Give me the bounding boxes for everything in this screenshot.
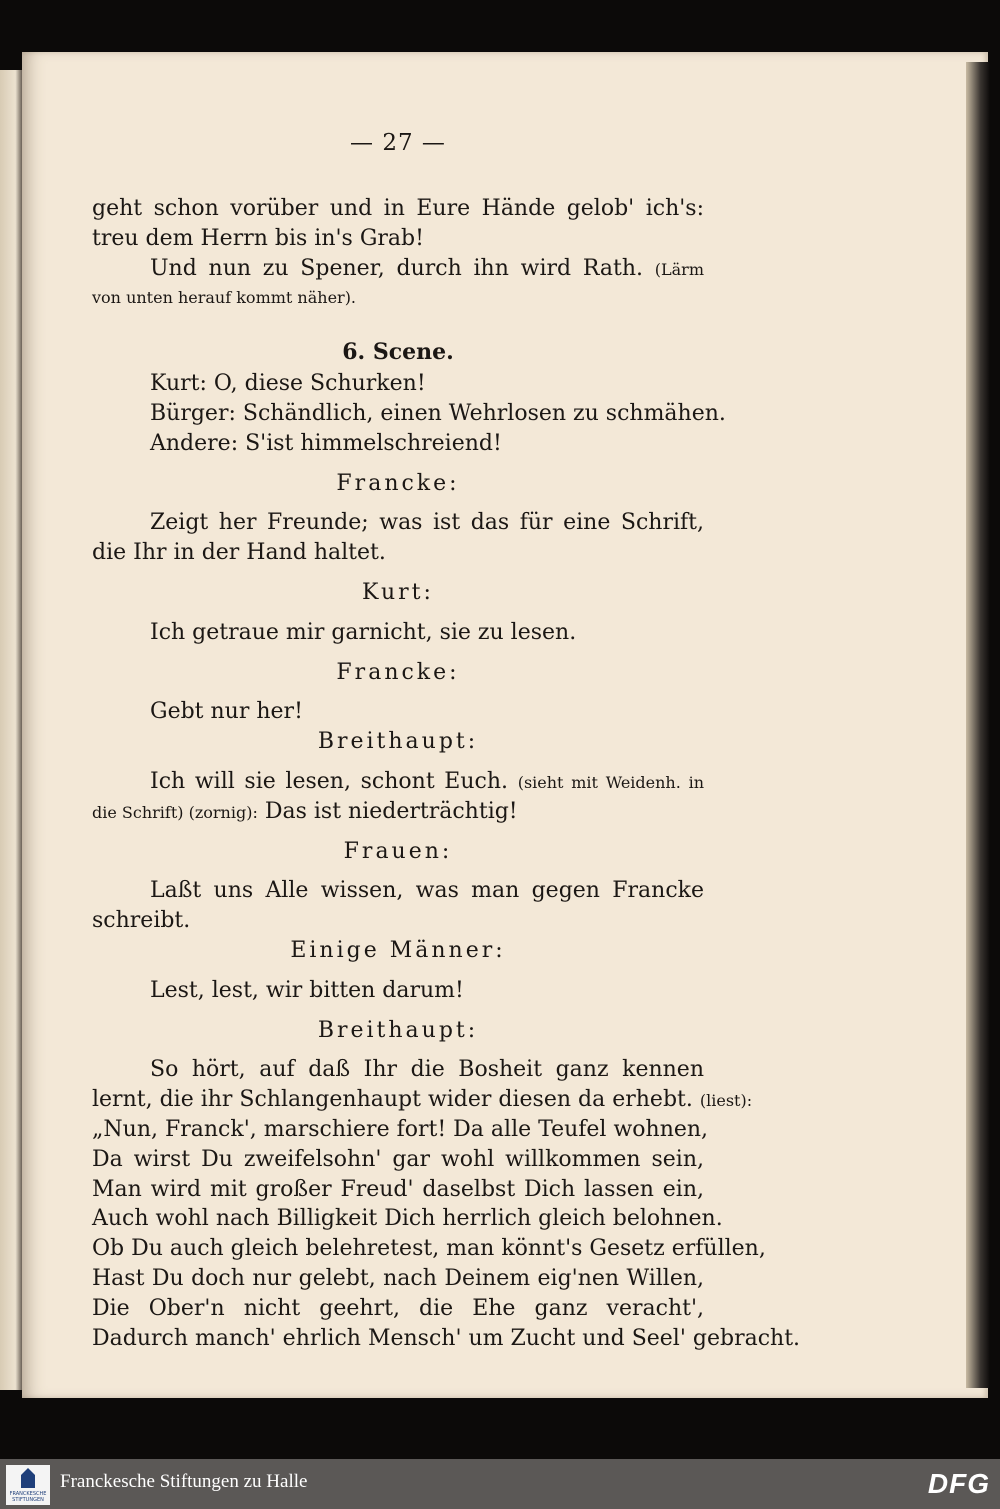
speaker-name: Francke: [336, 470, 460, 496]
poem-line: Man wird mit großer Freud' daselbst Dich lassen ein, [92, 1176, 704, 1202]
poem-line: Auch wohl nach Billigkeit Dich herrlich gleich belohnen. [92, 1206, 723, 1232]
franckesche-logo[interactable] [6, 1465, 50, 1505]
text-line [92, 254, 704, 284]
poem-line: „Nun, Franck', marschiere fort! Da alle Teufel wohnen, [92, 1116, 709, 1142]
stage-direction: (liest): [699, 1091, 753, 1111]
poem-line: Die Ober'n nicht geehrt, die Ehe ganz veracht', [92, 1295, 704, 1321]
dialogue-line: Gebt nur her! [150, 699, 303, 725]
dialogue-line: schreibt. [92, 908, 191, 934]
speaker-name: Frauen: [343, 838, 453, 864]
dialogue-line: Ich getraue mir garnicht, sie zu lesen. [150, 619, 577, 645]
poem-line: Da wirst Du zweifelsohn' gar wohl willkommen sein, [92, 1146, 704, 1172]
dialogue-line: So hört, auf daß Ihr die Bosheit ganz kennen [150, 1057, 704, 1083]
dialogue-line: Zeigt her Freunde; was ist das für eine Schrift, [150, 510, 704, 536]
dialogue-line: Lest, lest, wir bitten darum! [150, 977, 464, 1003]
page-edge-shadow [966, 62, 990, 1388]
footer-bar [0, 1459, 1000, 1509]
scene-heading: 6. Scene. [342, 339, 454, 366]
stage-direction: (Lärm [654, 259, 704, 279]
poem-line: Hast Du doch nur gelebt, nach Deinem eig'nen Willen, [92, 1265, 704, 1291]
text-span: Das ist niederträchtig! [264, 798, 518, 824]
dialogue-line: Andere: S'ist himmelschreiend! [150, 430, 502, 456]
stage-direction: (sieht mit Weidenh. in [517, 772, 704, 792]
page-text [92, 130, 801, 1353]
text-line: geht schon vorüber und in Eure Hände gelob' ich's: [92, 196, 704, 221]
left-page-edge [0, 70, 22, 1390]
dialogue-line: Bürger: Schändlich, einen Wehrlosen zu schmähen. [150, 400, 726, 426]
dialogue-line: Kurt: O, diese Schurken! [150, 371, 426, 397]
building-icon [21, 1468, 35, 1488]
dialogue-line [92, 1085, 753, 1115]
speaker-name: Einige Männer: [290, 937, 506, 963]
text-span: lernt, die ihr Schlangenhaupt wider diesen da erhebt. [92, 1087, 693, 1113]
page-number: — 27 — [350, 130, 446, 156]
speaker-name: Kurt: [362, 579, 434, 605]
speaker-name: Francke: [336, 659, 460, 685]
poem-line: Ob Du auch gleich belehretest, man könnt's Gesetz erfüllen, [92, 1236, 766, 1262]
text-line: treu dem Herrn bis in's Grab! [92, 225, 424, 251]
stage-direction: die Schrift) (zornig): [92, 802, 258, 822]
footer-title[interactable]: Franckesche Stiftungen zu Halle [60, 1471, 308, 1492]
dialogue-line [92, 767, 704, 797]
speaker-name: Breithaupt: [317, 1017, 479, 1043]
text-span: Und nun zu Spener, durch ihn wird Rath. [150, 255, 644, 281]
logo-text: FRANCKESCHE STIFTUNGEN [9, 1491, 47, 1503]
text-span: Ich will sie lesen, schont Euch. [150, 768, 509, 794]
dfg-logo[interactable]: DFG [927, 1468, 990, 1499]
stage-direction: von unten herauf kommt näher). [92, 288, 357, 308]
dialogue-line [92, 797, 704, 827]
dialogue-line: Laßt uns Alle wissen, was man gegen Francke [150, 878, 704, 904]
speaker-name: Breithaupt: [317, 729, 479, 755]
dialogue-line: die Ihr in der Hand haltet. [92, 540, 386, 566]
poem-line: Dadurch manch' ehrlich Mensch' um Zucht und Seel' gebracht. [92, 1325, 801, 1351]
